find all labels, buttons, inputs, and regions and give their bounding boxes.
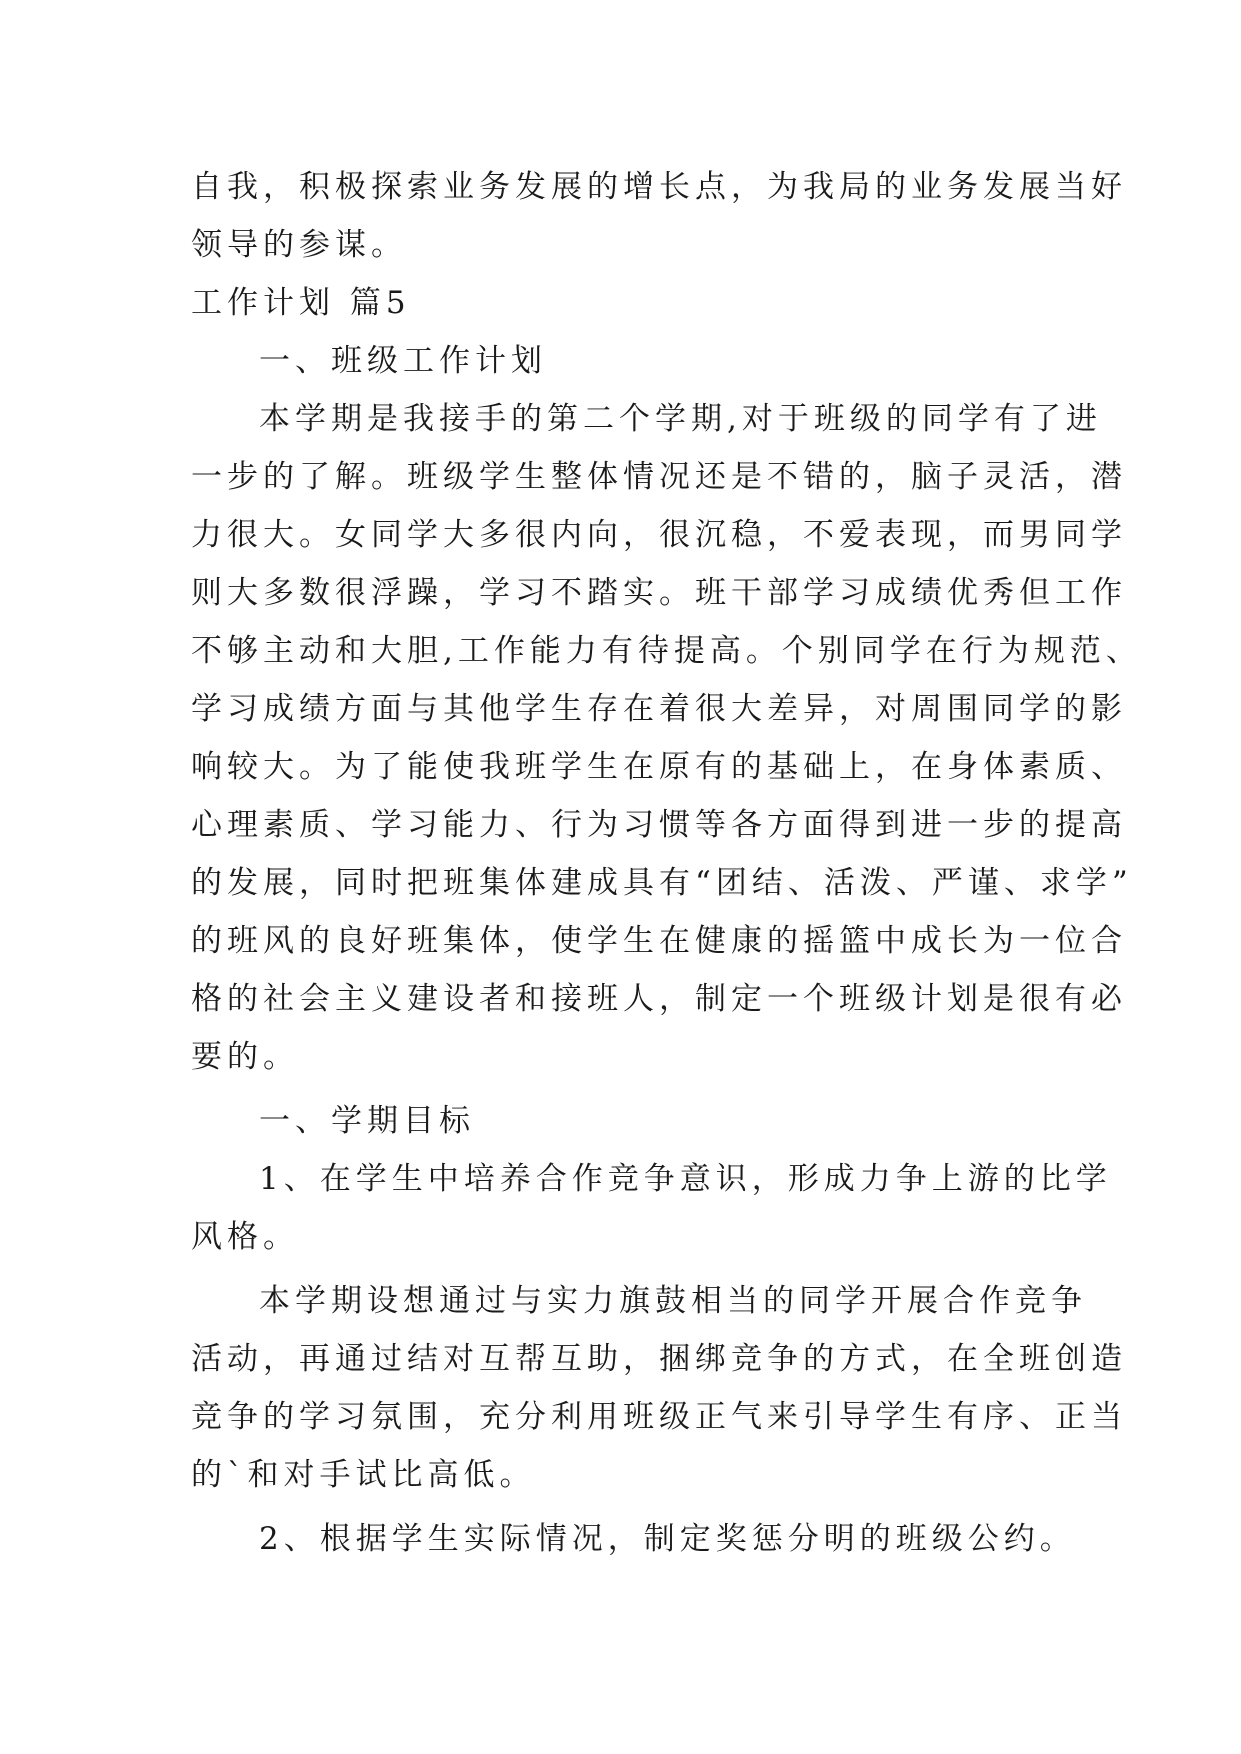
- paragraph-line: 心理素质、学习能力、行为习惯等各方面得到进一步的提高: [191, 807, 1127, 843]
- subsection-heading: 一、学期目标: [259, 1103, 475, 1139]
- paragraph-line: 1、在学生中培养合作竞争意识，形成力争上游的比学: [259, 1161, 1112, 1197]
- paragraph-line: 响较大。为了能使我班学生在原有的基础上，在身体素质、: [191, 749, 1127, 785]
- paragraph-line: 一步的了解。班级学生整体情况还是不错的，脑子灵活，潜: [191, 459, 1127, 495]
- paragraph-line: 本学期设想通过与实力旗鼓相当的同学开展合作竞争: [259, 1283, 1087, 1319]
- paragraph-line: 领导的参谋。: [191, 227, 407, 263]
- paragraph-line: 风格。: [191, 1219, 299, 1255]
- section-heading: 工作计划 篇5: [191, 285, 411, 321]
- paragraph-line: 格的社会主义建设者和接班人，制定一个班级计划是很有必: [191, 981, 1127, 1017]
- paragraph-line: 自我，积极探索业务发展的增长点，为我局的业务发展当好: [191, 169, 1127, 205]
- paragraph-line: 要的。: [191, 1039, 299, 1075]
- paragraph-line: 学习成绩方面与其他学生存在着很大差异，对周围同学的影: [191, 691, 1127, 727]
- paragraph-line: 力很大。女同学大多很内向，很沉稳，不爱表现，而男同学: [191, 517, 1127, 553]
- paragraph-line: 的发展，同时把班集体建成具有“团结、活泼、严谨、求学”: [191, 865, 1133, 901]
- paragraph-line: 活动，再通过结对互帮互助，捆绑竞争的方式，在全班创造: [191, 1341, 1127, 1377]
- paragraph-line: 本学期是我接手的第二个学期,对于班级的同学有了进: [259, 401, 1102, 437]
- paragraph-line: 不够主动和大胆,工作能力有待提高。个别同学在行为规范、: [191, 633, 1142, 669]
- paragraph-line: 竞争的学习氛围，充分利用班级正气来引导学生有序、正当: [191, 1399, 1127, 1435]
- paragraph-line: 2、根据学生实际情况，制定奖惩分明的班级公约。: [259, 1521, 1076, 1557]
- paragraph-line: 则大多数很浮躁，学习不踏实。班干部学习成绩优秀但工作: [191, 575, 1127, 611]
- subsection-heading: 一、班级工作计划: [259, 343, 547, 379]
- document-body: [191, 158, 1142, 1568]
- paragraph-line: 的`和对手试比高低。: [191, 1457, 536, 1493]
- paragraph-line: 的班风的良好班集体，使学生在健康的摇篮中成长为一位合: [191, 923, 1127, 959]
